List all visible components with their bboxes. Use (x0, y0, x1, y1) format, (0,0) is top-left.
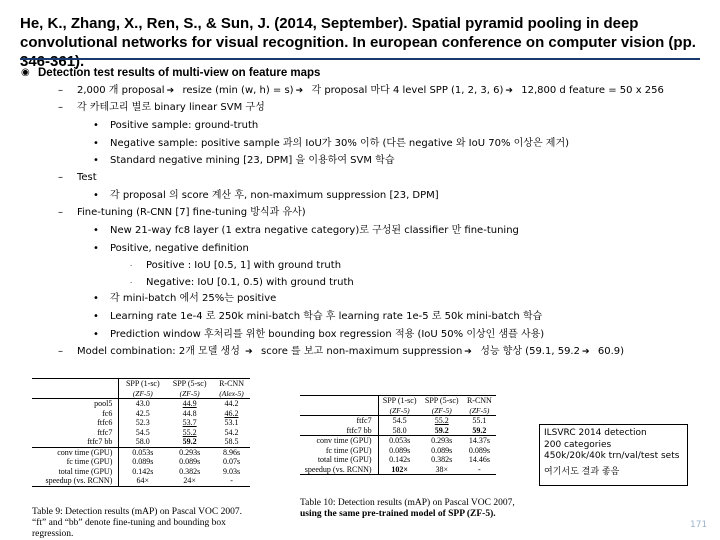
row-label: fc time (GPU) (66, 457, 113, 466)
table-cell: 54.5 (378, 416, 421, 426)
table-row (32, 447, 250, 457)
table-cell: 0.382s (431, 455, 453, 464)
table-cell: 46.2 (224, 408, 239, 418)
dot-bullet-icon: • (93, 225, 99, 236)
table-cell: 0.142s (119, 467, 166, 477)
title-divider (20, 58, 700, 60)
sub-bullet-item: New 21-way fc8 layer (1 extra negative category)로 구성된 classifier 만 fine-tuning (110, 225, 519, 236)
table-header-cell: R-CNN (466, 396, 492, 405)
table-row (300, 455, 496, 465)
table-cell: 59.2 (182, 437, 197, 446)
table-10-caption (300, 498, 520, 520)
sub-bullet-item: Negative sample: positive sample 과의 IoU가 30% 이하 (다른 negative 와 IoU 70% 이상은 제거) (110, 138, 570, 149)
sub-bullet-item: Learning rate 1e-4 로 250k mini-batch 학습 후 learning rate 1e-5 로 50k mini-batch 학습 (110, 311, 543, 322)
main-bullet: Detection test results of multi-view on feature maps (38, 67, 321, 79)
table-cell: 54.2 (224, 427, 239, 437)
dot-bullet-icon: • (93, 329, 99, 340)
bullet-item (77, 84, 664, 98)
row-label: speedup (vs. RCNN) (304, 464, 372, 474)
table-row (32, 467, 250, 477)
dot-bullet-icon: • (93, 311, 99, 322)
table-10 (300, 395, 496, 475)
table-cell: 8.96s (222, 447, 241, 457)
dot-bullet-icon: • (93, 138, 99, 149)
table-cell: 59.2 (472, 425, 487, 435)
arrow-right-icon: ➔ (581, 347, 590, 357)
note-line: 200 categories (544, 439, 612, 450)
table-subheader-cell (32, 389, 119, 399)
row-label: ftfc7 (356, 416, 372, 425)
table-cell: 44.8 (182, 408, 197, 418)
table-cell: 59.2 (434, 425, 449, 435)
table-cell: 0.089s (378, 446, 421, 456)
table-subheader-cell: (ZF-5) (469, 405, 490, 415)
arrow-right-icon: ➔ (464, 347, 472, 357)
sub-sub-bullet-item: Positive : IoU [0.5, 1] with ground truth (146, 260, 342, 271)
table-header-cell: SPP (1-sc) (378, 396, 421, 406)
table-subheader-cell: (ZF-5) (378, 406, 421, 416)
table-9-caption: Table 9: Detection results (mAP) on Pascal VOC 2007. “ft” and “bb” denote fine-tuning and bounding box regression. (32, 507, 242, 539)
table-header-cell: SPP (5-sc) (424, 396, 459, 405)
note-line: ILSVRC 2014 detection (544, 428, 647, 438)
arrow-right-icon: ➔ (295, 86, 304, 96)
table-cell: 43.0 (119, 399, 166, 409)
table-row (300, 426, 496, 436)
row-label: fc time (GPU) (325, 445, 372, 455)
table-cell: 0.07s (222, 457, 241, 466)
row-label: ftfc7 bb (87, 437, 113, 446)
sub-sub-bullet-item: Negative: IoU [0.1, 0.5) with ground truth (146, 277, 354, 288)
bullet-text: 12,800 d feature = 50 x 256 (521, 85, 664, 96)
table-row (32, 399, 250, 409)
table-row (32, 437, 250, 447)
table-9 (32, 378, 250, 487)
table-cell: 14.46s (468, 455, 490, 464)
dash-bullet-icon: – (58, 172, 63, 183)
bullet-item: Fine-tuning (R-CNN [7] fine-tuning 방식과 유사) (77, 207, 306, 218)
table-cell: 42.5 (119, 409, 166, 419)
table-cell: 0.053s (119, 447, 166, 457)
table-row (32, 418, 250, 428)
arrow-right-icon: ➔ (166, 86, 175, 96)
dot-bullet-icon: • (93, 190, 99, 201)
table-cell: 14.37s (468, 436, 490, 445)
bullet-text: score 를 보고 non-maximum suppression (260, 346, 463, 357)
table-cell: 0.382s (179, 466, 201, 476)
row-label: ftfc6 (97, 418, 113, 427)
table-header-cell: SPP (1-sc) (119, 379, 166, 389)
table-header-cell (300, 396, 378, 406)
table-cell: 0.089s (431, 445, 453, 455)
table-row (32, 476, 250, 486)
row-label: fc6 (102, 408, 113, 418)
dot-bullet-icon: • (93, 155, 99, 166)
row-label: pool5 (94, 399, 113, 408)
table-cell: 58.0 (119, 437, 166, 447)
table-row (300, 465, 496, 475)
table-cell: 0.293s (179, 447, 201, 457)
table-cell: 54.5 (119, 428, 166, 438)
sub-bullet-item: Prediction window 후처리를 위한 bounding box regression 적용 (IoU 50% 이상인 샘플 사용) (110, 329, 545, 340)
row-label: speedup (vs. RCNN) (45, 476, 113, 485)
bullet-text: 60.9) (597, 346, 625, 357)
row-label: total time (GPU) (317, 455, 372, 464)
table-cell: 0.089s (119, 457, 166, 467)
table-cell: 38× (435, 464, 448, 474)
radio-bullet-icon: ◉ (21, 67, 30, 78)
table-row (300, 416, 496, 426)
table-header-cell: R-CNN (219, 379, 244, 388)
table-subheader-cell: (Alex-5) (219, 388, 244, 398)
table-cell: 55.2 (182, 427, 197, 437)
note-line: 450k/20k/40k trn/val/test sets (544, 451, 680, 461)
page-number: 171 (690, 520, 708, 530)
table-cell: 0.089s (179, 457, 201, 466)
table-row (32, 457, 250, 467)
dash-bullet-icon: – (58, 85, 63, 96)
bullet-item: Test (77, 172, 97, 183)
table-cell: 0.089s (468, 445, 490, 455)
table-cell: 58.5 (224, 437, 239, 446)
dot-bullet-icon: • (93, 120, 99, 131)
table-subheader-cell: (ZF-5) (431, 405, 452, 415)
note-line: 여기서도 결과 좋음 (544, 466, 620, 477)
table-subheader-cell (300, 406, 378, 416)
bullet-text: 성능 향상 (59.1, 59.2 (480, 346, 580, 357)
table-subheader-cell: (ZF-5) (119, 389, 166, 399)
dash-bullet-icon: – (58, 346, 63, 357)
row-label: ftfc7 bb (346, 425, 372, 435)
caption-line: Table 10: Detection results (mAP) on Pascal VOC 2007, (300, 498, 515, 508)
row-label: ftfc7 (97, 427, 113, 437)
row-label: total time (GPU) (58, 466, 113, 476)
bullet-text: 각 proposal 마다 4 level SPP (1, 2, 3, 6) (311, 85, 504, 96)
table-subheader-cell: (ZF-5) (179, 388, 200, 398)
slide-title: He, K., Zhang, X., Ren, S., & Sun, J. (2014, September). Spatial pyramid pooling in deep convolutional networks for visual recognition. In european conference on computer vision (pp. 346-361). (20, 15, 696, 70)
sub-bullet-item: Standard negative mining [23, DPM] 을 이용하여 SVM 학습 (110, 155, 395, 166)
row-label: conv time (GPU) (316, 436, 372, 445)
arrow-right-icon: ➔ (505, 86, 513, 96)
caption-line: using the same pre-trained model of SPP (ZF-5). (300, 509, 496, 519)
table-cell: 44.2 (224, 399, 239, 408)
table-cell: 0.053s (378, 436, 421, 446)
table-cell: 0.293s (431, 436, 453, 445)
dash-bullet-icon: – (58, 207, 63, 218)
dot-bullet-icon: • (93, 243, 99, 254)
table-cell: 58.0 (378, 426, 421, 436)
small-dot-bullet-icon: · (130, 279, 133, 287)
note-box (539, 424, 688, 486)
table-cell: 55.2 (434, 416, 449, 425)
small-dot-bullet-icon: · (130, 262, 133, 270)
sub-bullet-item: 각 mini-batch 에서 25%는 positive (110, 293, 277, 304)
table-header-cell (32, 379, 119, 389)
table-row (300, 436, 496, 446)
table-cell: - (230, 476, 233, 485)
dot-bullet-icon: • (93, 293, 99, 304)
table-cell: 9.03s (222, 466, 241, 476)
table-row (32, 409, 250, 419)
bullet-item (77, 345, 624, 359)
bullet-text: Model combination: 2개 모델 생성 (77, 346, 240, 357)
bullet-text: 2,000 개 proposal (77, 85, 165, 96)
table-cell: 53.1 (224, 418, 239, 427)
bullet-item: 각 카테고리 별로 binary linear SVM 구성 (77, 102, 265, 113)
arrow-right-icon: ➔ (245, 347, 253, 357)
bullet-text: resize (min (w, h) = s) (182, 85, 294, 96)
table-cell: 24× (183, 476, 196, 485)
dash-bullet-icon: – (58, 102, 63, 113)
table-cell: 52.3 (119, 418, 166, 428)
table-header-cell: SPP (5-sc) (172, 379, 207, 388)
table-cell: 44.9 (182, 399, 197, 408)
table-cell: 53.7 (182, 418, 197, 427)
sub-bullet-item: 각 proposal 의 score 계산 후, non-maximum suppression [23, DPM] (110, 190, 439, 201)
table-cell: 55.1 (472, 416, 487, 425)
sub-bullet-item: Positive sample: ground-truth (110, 120, 259, 131)
table-cell: 64× (119, 476, 166, 486)
table-cell: 0.142s (378, 455, 421, 465)
row-label: conv time (GPU) (57, 447, 113, 457)
table-row (300, 446, 496, 456)
table-cell: - (478, 464, 481, 474)
table-cell: 102× (378, 465, 421, 475)
sub-bullet-item: Positive, negative definition (110, 243, 249, 254)
table-row (32, 428, 250, 438)
